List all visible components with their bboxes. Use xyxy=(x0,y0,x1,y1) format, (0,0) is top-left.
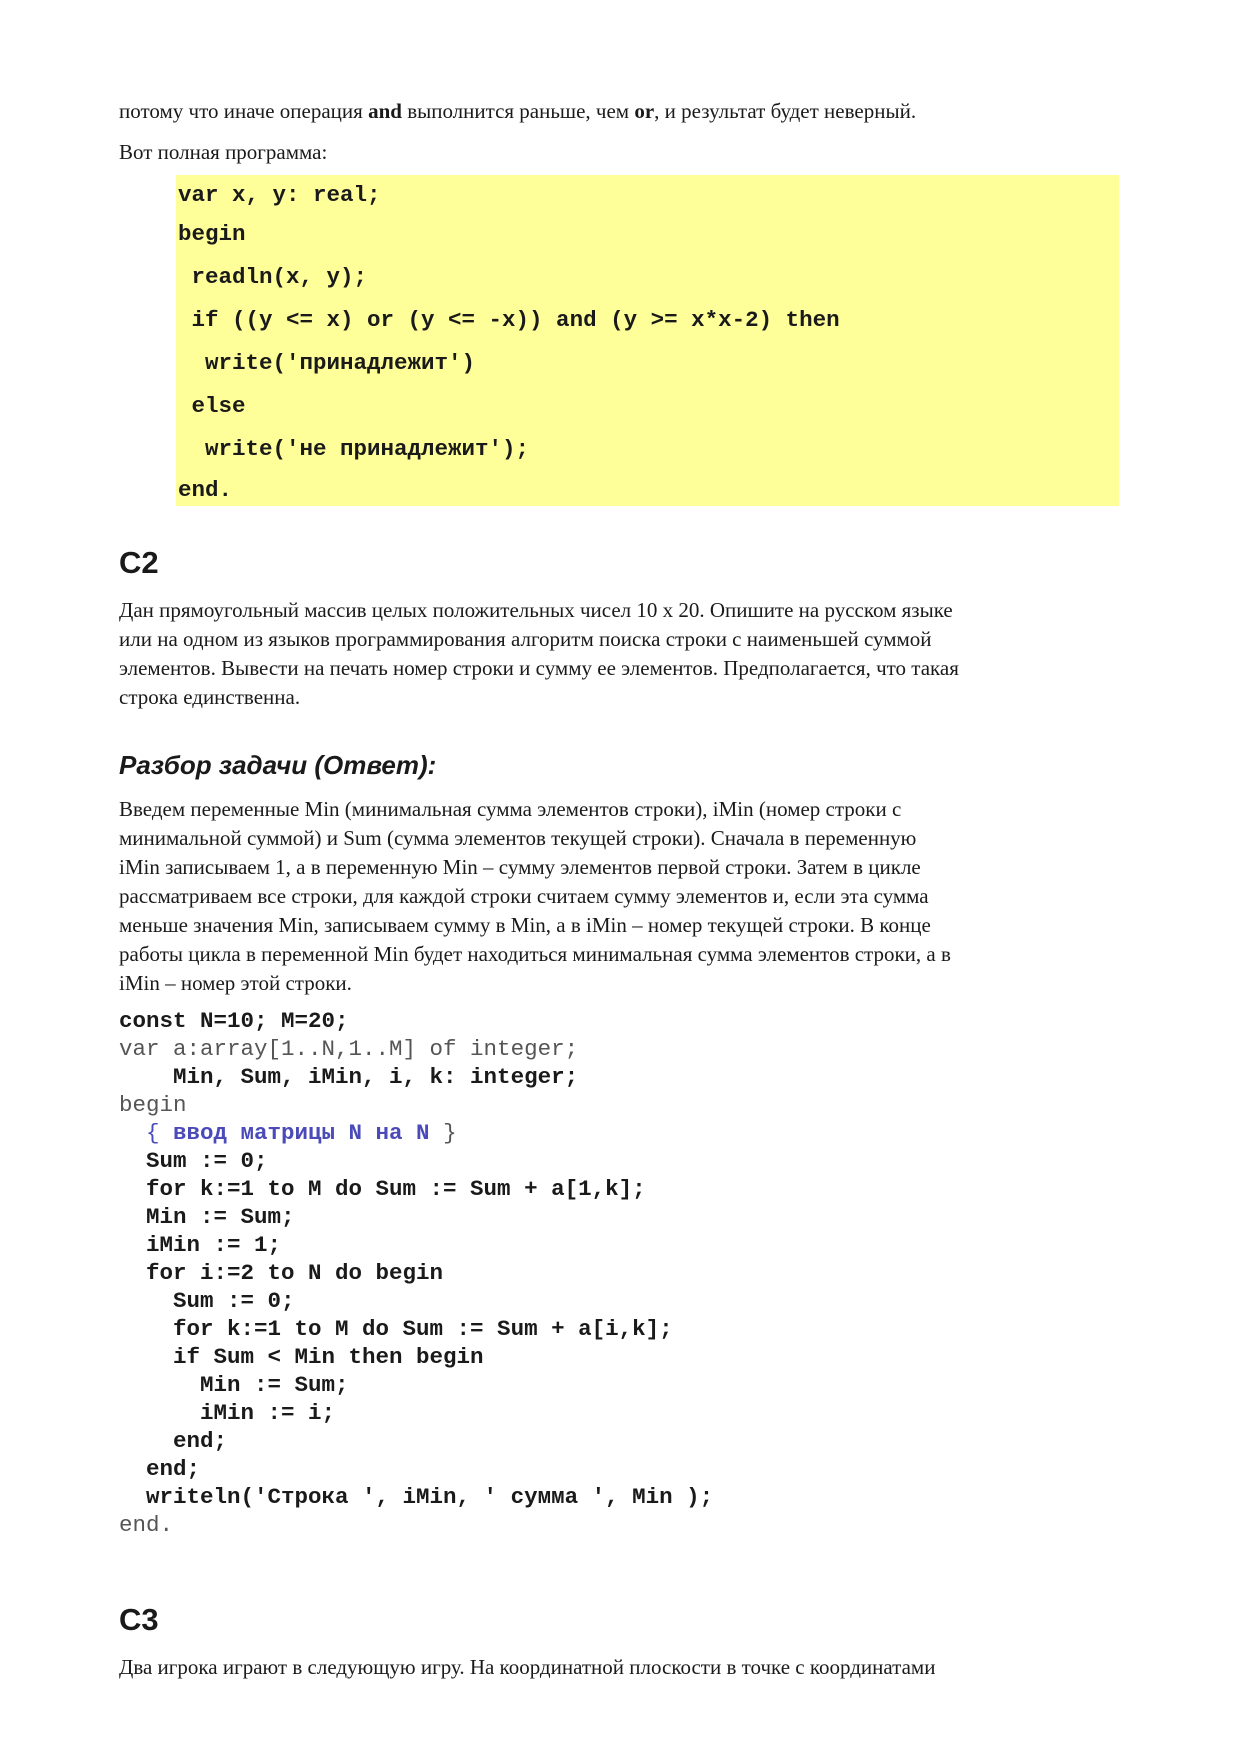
intro-text-b: выполнится раньше, чем xyxy=(401,99,635,123)
c2-task-line: или на одном из языков программирования алгоритм поиска строки с наименьшей суммой xyxy=(119,627,932,651)
comment-open-brace: { xyxy=(119,1120,160,1146)
solution-heading: Разбор задачи (Ответ): xyxy=(119,750,437,780)
c2-task-line: строка единственна. xyxy=(119,685,301,709)
code-line: Min := Sum; xyxy=(119,1372,349,1398)
program-line: write('принадлежит') xyxy=(178,350,476,376)
solution-paragraph xyxy=(119,795,1119,998)
keyword-and: and xyxy=(368,99,402,123)
code-line: end; xyxy=(119,1428,228,1454)
solution-line: iMin записываем 1, а в переменную Min – сумму элементов первой строки. Затем в цикле xyxy=(119,855,921,879)
solution-line: рассматриваем все строки, для каждой строки считаем сумму элементов и, если эта сумма xyxy=(119,884,929,908)
c3-text: Два игрока играют в следующую игру. На координатной плоскости в точке с координатами xyxy=(119,1655,936,1679)
program-line: begin xyxy=(178,221,246,247)
code-line: writeln('Строка ', iMin, ' сумма ', Min ); xyxy=(119,1484,714,1510)
code-line: iMin := 1; xyxy=(119,1232,282,1258)
program-line: readln(x, y); xyxy=(178,264,368,290)
code-line: iMin := i; xyxy=(119,1400,336,1426)
solution-line: Введем переменные Min (минимальная сумма элементов строки), iMin (номер строки с xyxy=(119,797,902,821)
comment-close-brace: } xyxy=(443,1120,457,1146)
program-line: end. xyxy=(178,477,233,503)
solution-line: минимальной суммой) и Sum (сумма элементов текущей строки). Сначала в переменную xyxy=(119,826,917,850)
keyword-or: or xyxy=(634,99,655,123)
c2-task-line: элементов. Вывести на печать номер строки и сумму ее элементов. Предполагается, что такая xyxy=(119,656,959,680)
intro-text-c: , и результат будет неверный. xyxy=(654,99,917,123)
solution-line: меньше значения Min, записываем сумму в Min, а в iMin – номер текущей строки. В конце xyxy=(119,913,931,937)
code-line: Sum := 0; xyxy=(119,1148,268,1174)
code-line: begin xyxy=(119,1092,187,1118)
c2-task-line: Дан прямоугольный массив целых положительных чисел 10 х 20. Опишите на русском языке xyxy=(119,598,953,622)
c2-task-paragraph xyxy=(119,596,1119,712)
intro-text-a: потому что иначе операция xyxy=(119,99,369,123)
code-line: Sum := 0; xyxy=(119,1288,295,1314)
section-heading-c3: C3 xyxy=(119,1602,159,1637)
code-line: Min, Sum, iMin, i, k: integer; xyxy=(119,1064,579,1090)
code-line-comment xyxy=(119,1119,457,1147)
program-line: write('не принадлежит'); xyxy=(178,436,530,462)
comment-text: ввод матрицы N на N xyxy=(159,1120,444,1146)
intro-line-1 xyxy=(119,97,916,126)
code-line: if Sum < Min then begin xyxy=(119,1344,484,1370)
code-line: end. xyxy=(119,1512,174,1538)
solution-line: работы цикла в переменной Min будет находиться минимальная сумма элементов строки, а в xyxy=(119,942,951,966)
code-line: for k:=1 to M do Sum := Sum + a[1,k]; xyxy=(119,1176,646,1202)
code-line: for i:=2 to N do begin xyxy=(119,1260,444,1286)
program-line: else xyxy=(178,393,246,419)
code-line: Min := Sum; xyxy=(119,1204,295,1230)
code-line: end; xyxy=(119,1456,201,1482)
code-line: const N=10; M=20; xyxy=(119,1008,349,1034)
section-heading-c2: C2 xyxy=(119,545,159,580)
program-line: if ((y <= x) or (y <= -x)) and (y >= x*x-2) then xyxy=(178,307,840,333)
program-line: var x, y: real; xyxy=(178,182,381,208)
intro-line-2: Вот полная программа: xyxy=(119,140,328,164)
code-line: for k:=1 to M do Sum := Sum + a[i,k]; xyxy=(119,1316,673,1342)
code-line: var a:array[1..N,1..M] of integer; xyxy=(119,1036,579,1062)
solution-line: iMin – номер этой строки. xyxy=(119,971,352,995)
